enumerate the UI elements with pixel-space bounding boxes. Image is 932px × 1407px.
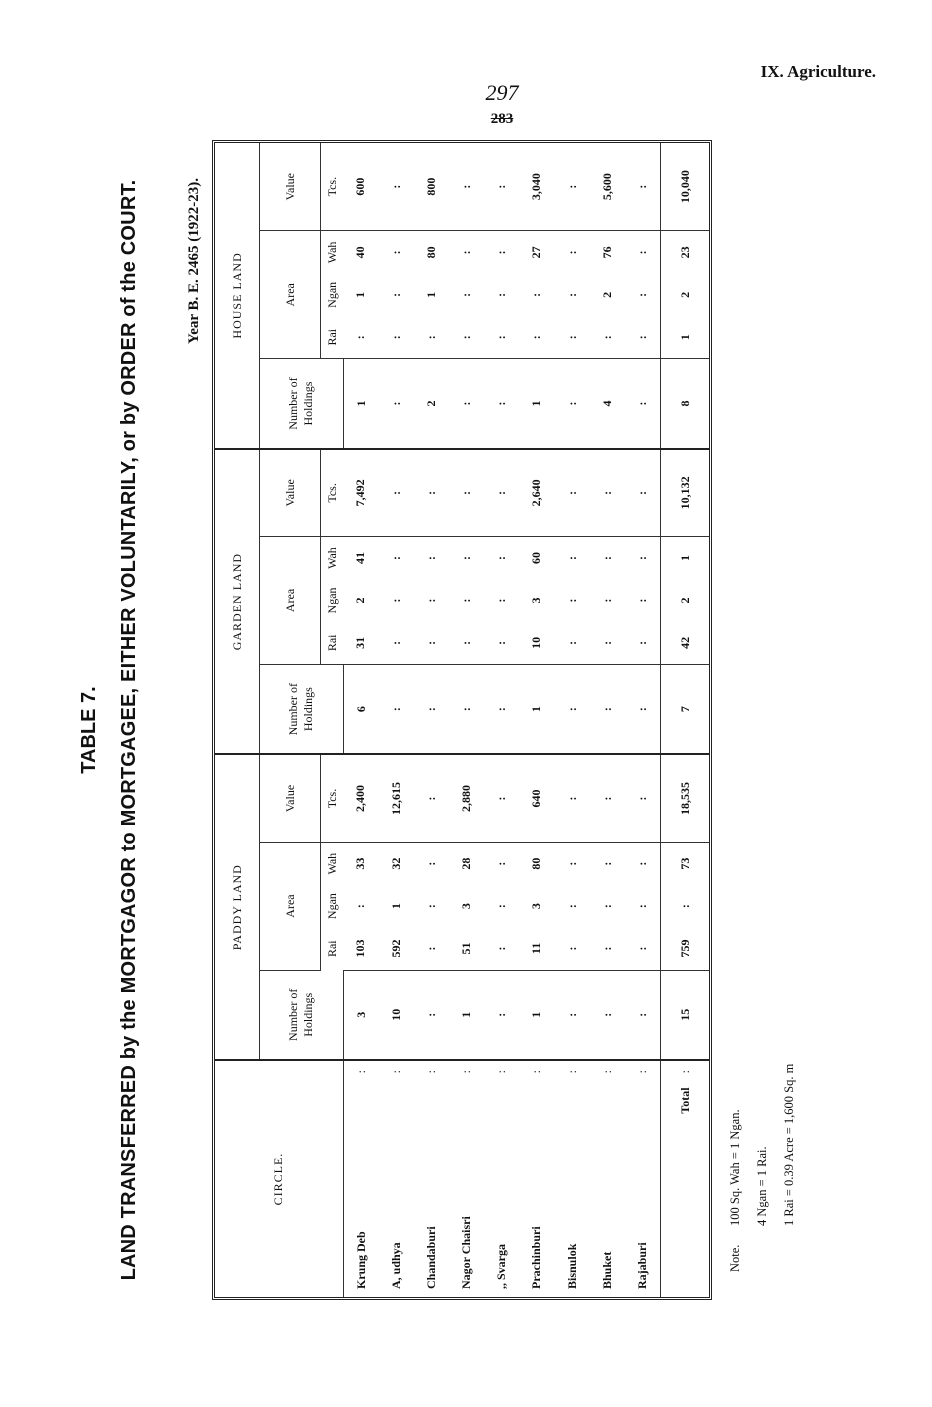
cell-g-val: : [625, 449, 661, 537]
cell-h-val: : [554, 143, 589, 231]
cell-h-val: 800 [414, 143, 449, 231]
cell-g-ngan: 3 [529, 597, 544, 604]
table-row [590, 143, 625, 1297]
cell-p-wah: 73 [661, 842, 709, 885]
cell-g-val: 2,640 [519, 449, 554, 537]
handwritten-page-number: 297 [485, 80, 519, 105]
cell-h-ngan: : [564, 292, 579, 297]
cell-p-ngan: 1 [388, 903, 403, 910]
cell-g-num: : [625, 664, 661, 754]
note-line [776, 1064, 803, 1272]
cell-p-val: : [625, 754, 661, 842]
garden-land-header: GARDEN LAND [215, 449, 260, 755]
note-text: 4 Ngan = 1 Rai. [755, 1146, 769, 1226]
cell-h-rai: 1 [661, 316, 709, 359]
cell-h-rai: : [379, 316, 414, 359]
cell-p-rai: : [414, 927, 449, 970]
cell-h-wah: : [388, 250, 403, 255]
cell-g-rai: : [554, 622, 589, 665]
cell-p-ngan: : [494, 904, 509, 909]
cell-p-ngan: : [353, 904, 368, 909]
leader-dots: : [388, 1070, 403, 1074]
table-row [379, 143, 414, 1297]
cell-g-val: 7,492 [343, 449, 379, 537]
cell-g-num: : [554, 664, 589, 754]
cell-p-rai: 51 [449, 927, 484, 970]
cell-g-rai: 10 [519, 622, 554, 665]
note-line [722, 1064, 749, 1272]
circle-name: Rajaburi [634, 1242, 649, 1289]
cell-p-rai: : [590, 927, 625, 970]
table-row [625, 143, 661, 1297]
cell-p-rai: 592 [379, 927, 414, 970]
cell-g-wah: 1 [661, 536, 709, 579]
table-row [519, 143, 554, 1297]
cell-h-val: : [449, 143, 484, 231]
cell-p-wah: 32 [388, 857, 403, 870]
cell-h-num: 1 [343, 359, 379, 449]
circle-cell [625, 1060, 661, 1297]
circle-cell [554, 1060, 589, 1297]
cell-h-ngan: : [529, 292, 544, 297]
leader-dots: : [677, 1070, 692, 1074]
paddy-tcs-header: Tcs. [321, 754, 344, 842]
circle-name: A, udhya [388, 1242, 403, 1289]
table-row [414, 143, 449, 1297]
circle-cell [379, 1060, 414, 1297]
house-wah-header: Wah [324, 241, 339, 264]
cell-p-wah: : [564, 861, 579, 866]
cell-g-num: : [449, 664, 484, 754]
leader-dots: : [494, 1070, 509, 1074]
cell-h-ngan: : [459, 292, 474, 297]
cell-p-rai: : [554, 927, 589, 970]
cell-h-val: : [625, 143, 661, 231]
leader-dots: : [423, 1070, 438, 1074]
house-area-header: Area [260, 231, 321, 359]
table-row [449, 143, 484, 1297]
cell-p-val: : [414, 754, 449, 842]
cell-h-val: 5,600 [590, 143, 625, 231]
cell-g-val: : [554, 449, 589, 537]
garden-value-header: Value [260, 449, 321, 537]
cell-h-rai: : [590, 316, 625, 359]
land-transfer-table [215, 143, 709, 1297]
paddy-holdings-header: Number of Holdings [260, 970, 344, 1060]
garden-area-header: Area [260, 536, 321, 664]
circle-name: Bisnulok [564, 1243, 579, 1289]
cell-g-wah: : [564, 556, 579, 561]
cell-p-val: 12,615 [379, 754, 414, 842]
cell-g-rai: : [379, 622, 414, 665]
cell-p-rai: : [625, 927, 661, 970]
cell-p-num: 15 [661, 970, 709, 1060]
cell-g-val: : [414, 449, 449, 537]
circle-cell [590, 1060, 625, 1297]
cell-g-num: 1 [519, 664, 554, 754]
cell-g-num: : [484, 664, 519, 754]
cell-p-val: 640 [519, 754, 554, 842]
cell-h-wah: 80 [423, 246, 438, 259]
cell-g-wah: : [388, 556, 403, 561]
total-label-cell [661, 1060, 709, 1297]
cell-p-ngan: : [564, 904, 579, 909]
cell-g-num: 7 [661, 664, 709, 754]
house-holdings-header: Number of Holdings [260, 359, 344, 449]
note-line [749, 1064, 776, 1272]
cell-p-ngan: 3 [529, 903, 544, 910]
cell-g-rai: 42 [661, 622, 709, 665]
notes [722, 1064, 803, 1272]
page-number [472, 82, 532, 127]
cell-g-wah: : [599, 556, 614, 561]
cell-h-wah: 76 [599, 246, 614, 259]
cell-g-ngan: : [388, 598, 403, 603]
circle-name: Prachinburi [529, 1226, 544, 1289]
paddy-ngan-header: Ngan [324, 893, 339, 920]
circle-name: ,, Svarga [494, 1244, 509, 1289]
cell-g-wah: : [634, 556, 649, 561]
cell-p-wah: 28 [459, 857, 474, 870]
circle-name: Chandaburi [423, 1226, 438, 1289]
cell-h-num: : [554, 359, 589, 449]
cell-g-rai: : [590, 622, 625, 665]
cell-p-val: : [590, 754, 625, 842]
total-label: Total [677, 1087, 692, 1114]
cell-g-wah: 60 [529, 552, 544, 565]
cell-g-ngan: 2 [661, 579, 709, 622]
cell-p-val: : [554, 754, 589, 842]
garden-ngan-header: Ngan [324, 587, 339, 614]
cell-h-rai: : [484, 316, 519, 359]
table-row [343, 143, 379, 1297]
circle-cell [449, 1060, 484, 1297]
cell-h-rai: : [449, 316, 484, 359]
cell-h-rai: : [554, 316, 589, 359]
cell-g-val: : [590, 449, 625, 537]
cell-p-ngan: 3 [459, 903, 474, 910]
cell-h-num: : [625, 359, 661, 449]
cell-p-ngan: : [634, 904, 649, 909]
cell-g-wah: : [494, 556, 509, 561]
cell-g-num: 6 [343, 664, 379, 754]
table-row [484, 143, 519, 1297]
cell-p-ngan: : [423, 904, 438, 909]
cell-h-ngan: : [634, 292, 649, 297]
cell-h-val: 3,040 [519, 143, 554, 231]
total-row [661, 143, 709, 1297]
cell-h-wah: : [564, 250, 579, 255]
cell-p-rai: 759 [661, 927, 709, 970]
cell-h-rai: : [519, 316, 554, 359]
cell-g-rai: : [625, 622, 661, 665]
cell-g-ngan: 2 [353, 597, 368, 604]
cell-h-num: 8 [661, 359, 709, 449]
house-ngan-header: Ngan [324, 281, 339, 308]
cell-g-val: : [449, 449, 484, 537]
cell-h-num: : [484, 359, 519, 449]
cell-h-num: : [379, 359, 414, 449]
cell-p-num: : [625, 970, 661, 1060]
cell-g-num: : [379, 664, 414, 754]
house-value-header: Value [260, 143, 321, 231]
cell-h-num: 2 [414, 359, 449, 449]
printed-page-number: 283 [490, 111, 514, 127]
cell-h-val: 10,040 [661, 143, 709, 231]
cell-p-rai: : [484, 927, 519, 970]
cell-p-wah: 33 [353, 857, 368, 870]
cell-g-num: : [590, 664, 625, 754]
cell-g-wah: : [423, 556, 438, 561]
cell-h-rai: : [343, 316, 379, 359]
note-text: 1 Rai = 0.39 Acre = 1,600 Sq. m [782, 1063, 796, 1226]
cell-g-ngan: : [599, 598, 614, 603]
table-title: LAND TRANSFERRED by the MORTGAGOR to MORTGAGEE, EITHER VOLUNTARILY, or by ORDER of the COURT. [118, 179, 140, 1281]
cell-p-val: : [484, 754, 519, 842]
cell-p-ngan: : [599, 904, 614, 909]
table-body [343, 143, 709, 1297]
cell-p-val: 2,880 [449, 754, 484, 842]
cell-g-ngan: : [634, 598, 649, 603]
cell-p-num: 10 [379, 970, 414, 1060]
cell-p-num: : [484, 970, 519, 1060]
cell-g-ngan: : [564, 598, 579, 603]
cell-h-ngan: 1 [353, 291, 368, 298]
leader-dots: : [599, 1070, 614, 1074]
garden-tcs-header: Tcs. [321, 449, 344, 537]
cell-p-num: 3 [343, 970, 379, 1060]
cell-h-num: 1 [519, 359, 554, 449]
circle-header: CIRCLE. [215, 1060, 343, 1297]
cell-p-rai: 103 [343, 927, 379, 970]
cell-h-val: 600 [343, 143, 379, 231]
cell-h-ngan: : [494, 292, 509, 297]
circle-name: Bhuket [599, 1251, 614, 1289]
circle-cell [484, 1060, 519, 1297]
cell-p-num: : [590, 970, 625, 1060]
circle-cell [519, 1060, 554, 1297]
cell-g-rai: : [414, 622, 449, 665]
cell-p-num: 1 [449, 970, 484, 1060]
cell-h-wah: : [459, 250, 474, 255]
cell-h-wah: : [634, 250, 649, 255]
rotated-table-page [70, 130, 830, 1330]
table-frame [212, 140, 712, 1300]
cell-p-val: 18,535 [661, 754, 709, 842]
cell-h-rai: : [625, 316, 661, 359]
table-year: Year B. E. 2465 (1922-23). [186, 178, 202, 344]
cell-g-rai: : [484, 622, 519, 665]
cell-p-num: : [414, 970, 449, 1060]
house-land-header: HOUSE LAND [215, 143, 260, 449]
cell-g-val: : [484, 449, 519, 537]
paddy-area-header: Area [260, 842, 321, 970]
table-row [554, 143, 589, 1297]
cell-p-num: : [554, 970, 589, 1060]
leader-dots: : [564, 1070, 579, 1074]
cell-p-val: 2,400 [343, 754, 379, 842]
cell-h-ngan: 1 [423, 291, 438, 298]
paddy-value-header: Value [260, 754, 321, 842]
cell-h-ngan: 2 [661, 273, 709, 316]
cell-h-ngan: 2 [599, 291, 614, 298]
cell-p-num: 1 [519, 970, 554, 1060]
house-rai-header: Rai [321, 316, 344, 359]
cell-p-wah: : [599, 861, 614, 866]
paddy-land-header: PADDY LAND [215, 754, 260, 1060]
cell-g-val: : [379, 449, 414, 537]
note-label: Note. [728, 1244, 742, 1272]
paddy-wah-header: Wah [324, 852, 339, 875]
cell-p-wah: : [634, 861, 649, 866]
cell-g-ngan: : [423, 598, 438, 603]
cell-h-ngan: : [388, 292, 403, 297]
cell-p-wah: : [494, 861, 509, 866]
cell-h-num: 4 [590, 359, 625, 449]
cell-p-rai: 11 [519, 927, 554, 970]
garden-holdings-header: Number of Holdings [260, 664, 344, 754]
leader-dots: : [529, 1070, 544, 1074]
cell-g-ngan: : [494, 598, 509, 603]
cell-g-wah: 41 [353, 552, 368, 565]
cell-g-wah: : [459, 556, 474, 561]
cell-h-num: : [449, 359, 484, 449]
cell-p-wah: : [423, 861, 438, 866]
table-number: TABLE 7. [78, 686, 100, 774]
circle-cell [343, 1060, 379, 1297]
cell-p-ngan: : [661, 885, 709, 928]
house-tcs-header: Tcs. [321, 143, 344, 231]
cell-h-wah: : [494, 250, 509, 255]
section-label: IX. Agriculture. [760, 62, 876, 81]
paddy-rai-header: Rai [324, 940, 339, 958]
cell-p-wah: 80 [529, 857, 544, 870]
cell-g-ngan: : [459, 598, 474, 603]
leader-dots: : [634, 1070, 649, 1074]
circle-cell [414, 1060, 449, 1297]
note-text: 100 Sq. Wah = 1 Ngan. [728, 1109, 742, 1226]
cell-g-rai: 31 [343, 622, 379, 665]
leader-dots: : [459, 1070, 474, 1074]
cell-h-wah: 40 [353, 246, 368, 259]
garden-rai-header: Rai [321, 622, 344, 665]
cell-g-val: 10,132 [661, 449, 709, 537]
cell-g-num: : [414, 664, 449, 754]
cell-h-val: : [379, 143, 414, 231]
cell-h-wah: 23 [661, 231, 709, 274]
cell-h-val: : [484, 143, 519, 231]
garden-wah-header: Wah [324, 547, 339, 569]
cell-h-rai: : [414, 316, 449, 359]
circle-name: Nagor Chaisri [459, 1216, 474, 1289]
cell-h-wah: 27 [529, 246, 544, 259]
leader-dots: : [353, 1070, 368, 1074]
cell-g-rai: : [449, 622, 484, 665]
circle-name: Krung Deb [353, 1231, 368, 1289]
